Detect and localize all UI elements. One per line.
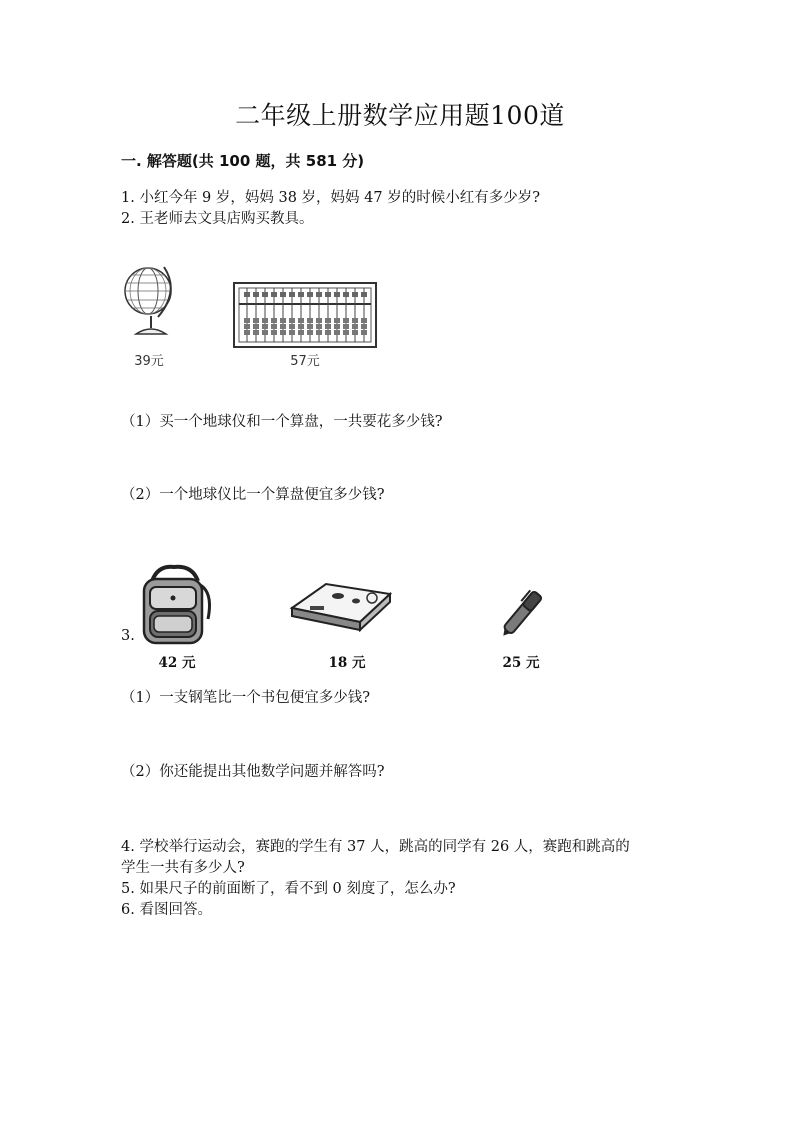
- question-4-line-2: 学生一共有多少人?: [121, 860, 245, 876]
- page-title: 二年级上册数学应用题100道: [235, 101, 565, 130]
- pencil-box-icon: [288, 578, 394, 634]
- question-2: 2. 王老师去文具店购买教具。: [121, 211, 314, 227]
- section-heading: 一. 解答题(共 100 题，共 581 分): [121, 152, 365, 170]
- question-1: 1. 小红今年 9 岁，妈妈 38 岁，妈妈 47 岁的时候小红有多少岁?: [121, 190, 540, 206]
- question-3-part-2: （2）你还能提出其他数学问题并解答吗?: [121, 764, 385, 780]
- pen-price: 25 元: [502, 655, 540, 671]
- pen-icon: [495, 582, 551, 644]
- question-3-number: 3.: [121, 628, 135, 644]
- globe-price: 39元: [134, 354, 164, 369]
- question-5: 5. 如果尺子的前面断了，看不到 0 刻度了，怎么办?: [121, 881, 456, 897]
- abacus-icon: [233, 282, 377, 348]
- globe-icon: [118, 258, 180, 346]
- question-2-part-2: （2）一个地球仪比一个算盘便宜多少钱?: [121, 487, 385, 503]
- question-6: 6. 看图回答。: [121, 902, 212, 918]
- pencil-box-price: 18 元: [328, 655, 366, 671]
- question-2-part-1: （1）买一个地球仪和一个算盘，一共要花多少钱?: [121, 414, 443, 430]
- abacus-price: 57元: [290, 354, 320, 369]
- backpack-icon: [134, 563, 218, 647]
- question-3-part-1: （1）一支钢笔比一个书包便宜多少钱?: [121, 690, 370, 706]
- question-4-line-1: 4. 学校举行运动会，赛跑的学生有 37 人，跳高的同学有 26 人，赛跑和跳高的: [121, 839, 630, 855]
- backpack-price: 42 元: [158, 655, 196, 671]
